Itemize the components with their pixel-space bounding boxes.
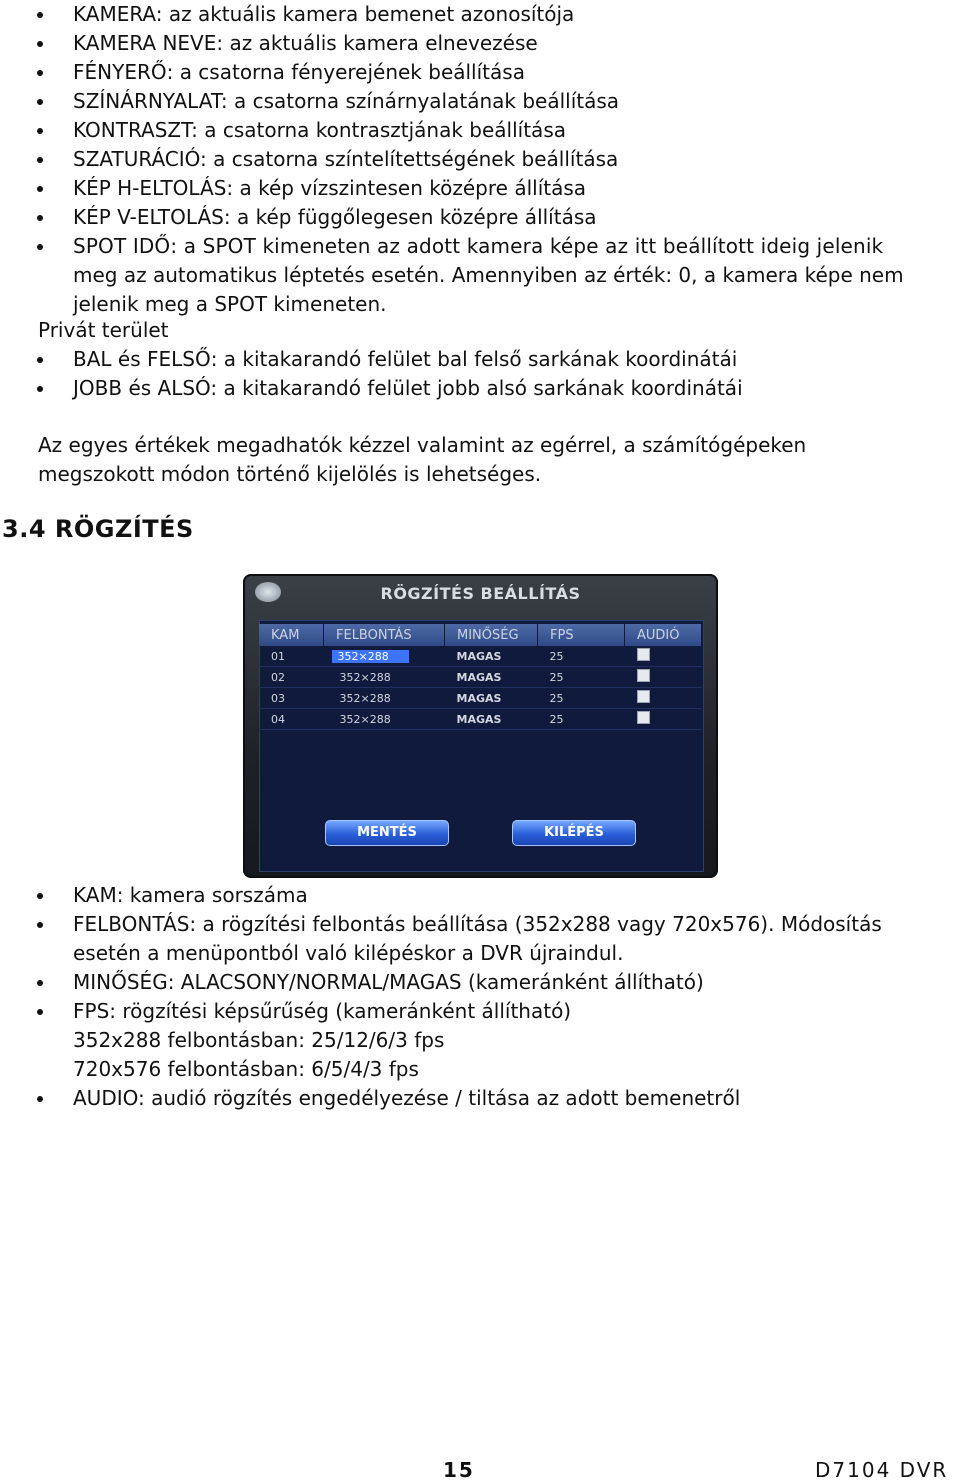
list-item: SZÍNÁRNYALAT: a csatorna színárnyalatának beállítása [0, 87, 904, 116]
quality-select[interactable]: MAGAS [445, 646, 538, 667]
resolution-select[interactable]: 352×288 [324, 688, 445, 709]
quality-select[interactable]: MAGAS [445, 667, 538, 688]
audio-checkbox[interactable] [637, 711, 650, 724]
list-item: JOBB és ALSÓ: a kitakarandó felület jobb alsó sarkának koordinátái [0, 374, 743, 403]
list-item-spot: SPOT IDŐ: a SPOT kimeneten az adott kamera képe az itt beállított ideig jelenik meg az automatikus léptetés esetén. Amennyiben az érték: 0, a kamera képe nem jelenik meg a SPOT kimeneten. [0, 232, 904, 319]
private-area-label: Privát terület [38, 318, 169, 342]
cam-cell: 04 [259, 709, 324, 730]
list-item: KAMERA NEVE: az aktuális kamera elnevezése [0, 29, 904, 58]
bullet-icon [37, 244, 43, 250]
list-item: KONTRASZT: a csatorna kontrasztjának beállítása [0, 116, 904, 145]
table-row[interactable] [259, 646, 702, 667]
cam-cell: 03 [259, 688, 324, 709]
quality-select[interactable]: MAGAS [445, 688, 538, 709]
private-area-list [0, 345, 743, 403]
audio-checkbox[interactable] [637, 648, 650, 661]
bullet-icon [37, 128, 43, 134]
list-item: KAMERA: az aktuális kamera bemenet azonosítója [0, 0, 904, 29]
bullet-icon [37, 980, 43, 986]
table-row[interactable] [259, 709, 702, 730]
audio-checkbox[interactable] [637, 669, 650, 682]
column-header-resolution: FELBONTÁS [324, 624, 445, 646]
recording-fields-list [0, 881, 882, 1113]
fps-select[interactable]: 25 [538, 646, 625, 667]
bullet-icon [37, 70, 43, 76]
list-item: KAM: kamera sorszáma [0, 881, 882, 910]
bullet-icon [37, 1096, 43, 1102]
bullet-icon [37, 1009, 43, 1015]
list-item: MINŐSÉG: ALACSONY/NORMAL/MAGAS (kameránként állítható) [0, 968, 882, 997]
bullet-icon [37, 99, 43, 105]
list-item: KÉP H-ELTOLÁS: a kép vízszintesen középre állítása [0, 174, 904, 203]
list-item: FPS: rögzítési képsűrűség (kameránként állítható) 352x288 felbontásban: 25/12/6/3 fps 720x576 felbontásban: 6/5/4/3 fps [0, 997, 882, 1084]
camera-settings-list [0, 0, 904, 319]
bullet-icon [37, 922, 43, 928]
list-item: FELBONTÁS: a rögzítési felbontás beállítása (352x288 vagy 720x576). Módosítás esetén a menüpontból való kilépéskor a DVR újraindul. [0, 910, 882, 968]
recording-table [259, 624, 702, 730]
section-heading: 3.4 RÖGZÍTÉS [2, 515, 194, 543]
cam-cell: 02 [259, 667, 324, 688]
list-item: AUDIO: audió rögzítés engedélyezése / tiltása az adott bemenetről [0, 1084, 882, 1113]
exit-button[interactable]: KILÉPÉS [512, 820, 636, 846]
table-row[interactable] [259, 688, 702, 709]
resolution-select[interactable]: 352×288 [324, 667, 445, 688]
audio-cell [625, 688, 702, 709]
audio-checkbox[interactable] [637, 690, 650, 703]
recording-settings-screen [243, 574, 718, 878]
input-note-paragraph: Az egyes értékek megadhatók kézzel valamint az egérrel, a számítógépeken megszokott módon történő kijelölés is lehetséges. [38, 433, 807, 486]
fps-select[interactable]: 25 [538, 667, 625, 688]
bullet-icon [37, 386, 43, 392]
column-header-quality: MINŐSÉG [445, 624, 538, 646]
dvr-screen-title: RÖGZÍTÉS BEÁLLÍTÁS [380, 584, 581, 603]
column-header-fps: FPS [538, 624, 625, 646]
bullet-icon [37, 186, 43, 192]
list-item: KÉP V-ELTOLÁS: a kép függőlegesen középre állítása [0, 203, 904, 232]
list-item: FÉNYERŐ: a csatorna fényerejének beállítása [0, 58, 904, 87]
bullet-icon [37, 893, 43, 899]
quality-select[interactable]: MAGAS [445, 709, 538, 730]
resolution-select[interactable]: 352×288 [324, 709, 445, 730]
bullet-icon [37, 357, 43, 363]
page-number: 15 [443, 1458, 475, 1482]
audio-cell [625, 667, 702, 688]
footer-model: D7104 DVR [815, 1458, 949, 1482]
audio-cell [625, 709, 702, 730]
save-button[interactable]: MENTÉS [325, 820, 449, 846]
table-header-row [259, 624, 702, 646]
bullet-icon [37, 12, 43, 18]
column-header-audio: AUDIÓ [625, 624, 702, 646]
list-item: BAL és FELSŐ: a kitakarandó felület bal felső sarkának koordinátái [0, 345, 743, 374]
fps-select[interactable]: 25 [538, 709, 625, 730]
bullet-icon [37, 157, 43, 163]
resolution-select[interactable]: 352×288 [324, 646, 445, 667]
fps-select[interactable]: 25 [538, 688, 625, 709]
column-header-cam: KAM [259, 624, 324, 646]
table-row[interactable] [259, 667, 702, 688]
cam-cell: 01 [259, 646, 324, 667]
bullet-icon [37, 215, 43, 221]
list-item: SZATURÁCIÓ: a csatorna színtelítettségének beállítása [0, 145, 904, 174]
audio-cell [625, 646, 702, 667]
bullet-icon [37, 41, 43, 47]
